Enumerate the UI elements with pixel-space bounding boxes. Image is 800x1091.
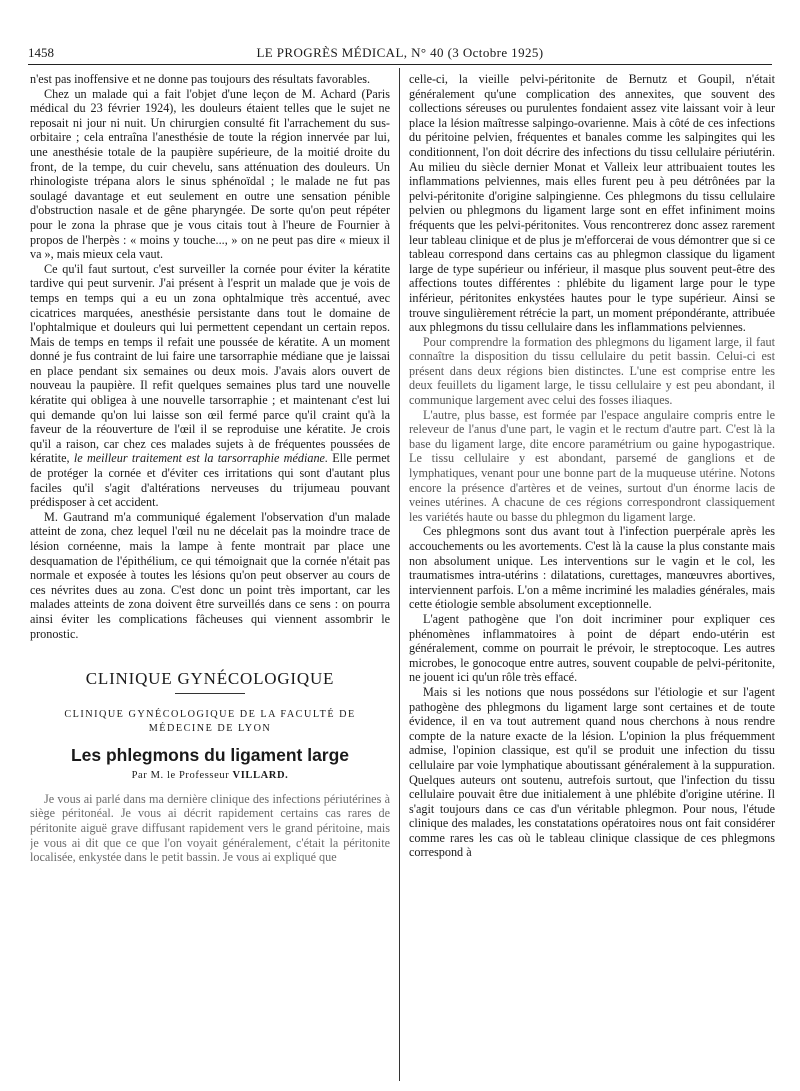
right-column (409, 72, 775, 1084)
paragraph: L'autre, plus basse, est formée par l'espace angulaire compris entre le releveur de l'anus d'une part, le vagin et le rectum d'autre part. C'est là la base du ligament large, dite encore paramétrium ou gaine hypogastrique. Le tissu cellulaire y est abondant, parsemé de ganglions et de lymphatiques, venant pour une bonne part de la muqueuse utérine. Notons encore la présence d'artères et de veines, surtout d'un énorme lacis de veines utérines. A chacune de ces régions correspondront classiquement les variétés haute ou basse du phlegmon du ligament large. (409, 407, 775, 524)
paragraph: Chez un malade qui a fait l'objet d'une leçon de M. Achard (Paris médical du 23 février 1924), les douleurs étaient telles que le sujet ne reposait ni jour ni nuit. Un chirurgien consulté fit l'arrachement du sus-orbitaire ; cela entraîna l'anesthésie de toute la région innervée par lui, une anesthésie totale de la paupière supérieure, de la moitié droite du front, de la tempe, du cuir chevelu, sans atténuation des douleurs. Un rhinologiste trépana alors le sinus sphénoïdal ; le malade ne fut pas soulagé davantage et eut seulement en outre une sensation pénible d'obstruction nasale et de gêne pharyngée. De sorte qu'on peut répéter pour le zona la phrase que je vous citais tout à l'heure de Fournier à propos de l'herpès : « moins y touche..., » on ne peut pas dire « mieux il va », mais mieux cela vaut. (30, 86, 390, 262)
paragraph: L'agent pathogène que l'on doit incriminer pour expliquer ces phénomènes inflammatoires à point de départ endo-utérin est généralement, comme on pourrait le prévoir, le streptocoque. Les autres microbes, le gonocoque entre autres, souvent coupable de pelvi-péritonite, ne jouent ici qu'un rôle très effacé. (409, 611, 775, 685)
column-divider (399, 68, 400, 1081)
byline (30, 769, 390, 784)
article-title: Les phlegmons du ligament large (70, 745, 350, 766)
paragraph-text: Ce qu'il faut surtout, c'est surveiller la cornée pour éviter la kératite tardive qui peut survenir. J'ai présent à l'esprit un malade que je vois de temps en temps qui a eu un zona ophtalmique très accentué, avec cicatrices marquées, anesthésie persistante dans tout le domaine de l'ophtalmique et douleurs qui lui permettent cependant un certain repos. Mais de temps en temps il refait une poussée de kératite. A un moment donné je fus contraint de lui faire une tarsorraphie médiane que je laissai en place pendant six semaines ou deux mois. J'avais alors ouvert de nouveau la paupière. Il refit quelques semaines plus tard une nouvelle kératite qui obligea à une nouvelle tarsorraphie ; et maintenant c'est lui qui demande qu'on lui laisse son œil fermé parce qu'il craint qu'à la faveur de la réouverture de l'œil il se reproduise une kératite. Je crois qu'il a raison, car chez ces malades sujets à de fréquentes poussées de kératite, (30, 261, 390, 466)
paragraph: Ces phlegmons sont dus avant tout à l'infection puerpérale après les accouchements ou les avortements. C'est là la cause la plus constante mais non absolument unique. Les interventions sur le vagin et le col, les traumatismes intra-utérins : dilatations, curettages, manœuvres abortives, interviennent parfois. L'on a même incriminé les maladies générales, mais cette étiologie semble absolument exceptionnelle. (409, 524, 775, 612)
left-column (30, 72, 390, 1084)
page-number: 1458 (28, 45, 54, 60)
journal-title: LE PROGRÈS MÉDICAL, N° 40 (3 Octobre 1925) (256, 45, 544, 60)
paragraph: n'est pas inoffensive et ne donne pas toujours des résultats favorables. (30, 72, 371, 86)
paragraph-text: Elle permet de protéger la cornée et d'éviter ces irritations qui sont d'autant plus faciles qu'il s'agit d'altérations nerveuses du trijumeau pouvant prédisposer à cet accident. (30, 451, 390, 510)
section-subtitle: CLINIQUE GYNÉCOLOGIQUE DE LA FACULTÉ DE MÉDECINE DE LYON (64, 709, 356, 735)
section-title: CLINIQUE GYNÉCOLOGIQUE (85, 669, 335, 689)
section-rule (175, 693, 245, 694)
paragraph (30, 262, 390, 510)
page-header (28, 44, 772, 62)
byline-author: VILLARD. (232, 770, 289, 782)
paragraph: celle-ci, la vieille pelvi-péritonite de Bernutz et Goupil, n'était généralement qu'une complication des annexites, que souvent des collections séreuses ou purulentes fondaient assez vite laissant voir à leur place la lésion maîtresse salpingo-ovarienne. Mais à côté de ces infections du péritoine pelvien, fréquentes et banales comme les salpingites qui les conditionnent, l'on doit décrire des infections du tissu cellulaire périutérin. Au milieu du siècle dernier Monat et Valleix leur attribuaient toutes les inflammations pelviennes, mais elles furent peu à peu détrônées par la pelvi-péritonite d'origine salpingienne. Ces phlegmons du tissu cellulaire pelvien ou phlegmons du ligament large sont en effet infiniment moins fréquents que les pelvi-péritonites. Vous rencontrerez donc assez rarement leur tableau clinique et de plus je m'efforcerai de vous démontrer que si ce tableau correspond dans certains cas au phlegmon classique du ligament large de type supérieur ou inférieur, il masque plus souvent peut-être des affections toutes différentes : phlébite du ligament large pour le type inférieur, péritonites enkystées hautes pour le type supérieur. Ainsi se trouve singulièrement rétrécie la part, un moment prépondérante, attribuée aux phlegmons du tissu cellulaire dans les inflammations pelviennes. (409, 72, 775, 335)
paragraph: M. Gautrand m'a communiqué également l'observation d'un malade atteint de zona, chez lequel l'œil nu ne décelait pas la moindre trace de lésion cornéenne, mais la lampe à fente montrait par place une desquamation de l'épithélium, ce qui témoignait que la cornée n'était pas normale et exposée à toutes les lésions qu'on peut observer au cours de ces névrites dues au zona. C'est donc un point très important, car les malades atteints de zona doivent être surveillés dans ce sens : on pourra ainsi éviter les complications fâcheuses qui viennent assombrir le pronostic. (30, 509, 390, 641)
byline-prefix: Par M. le Professeur (131, 770, 230, 782)
header-rule (28, 64, 772, 65)
paragraph: Je vous ai parlé dans ma dernière clinique des infections périutérines à siège péritonéal. Je vous ai décrit rapidement certains cas rares de péritonite aiguë grave diffusant rapidement vers le grand péritoine, mais je vous ai dit que ce que l'on voyait généralement, c'était la péritonite localisée, enkystée dans le petit bassin. Je vous ai expliqué que (30, 791, 390, 865)
paragraph: Mais si les notions que nous possédons sur l'étiologie et sur l'agent pathogène des phlegmons du ligament large sont certaines et de toute évidence, il en va tout autrement quand nous cherchons à nous rendre compte de la nature exacte de la lésion. L'opinion la plus fréquemment admise, l'opinion classique, est qu'il se produit une infection du tissu cellulaire par voie lymphatique aboutissant généralement à la suppuration. Quelques auteurs ont soutenu, autrefois surtout, que l'infection du tissu cellulaire pouvait être due initialement à une phlébite d'origine utérine. Il s'agit toujours dans ce cas d'un véritable phlegmon. Pour nous, l'étude clinique des malades, les constatations opératoires nous ont fait considérer comme rares les cas où le tableau clinique classique de ces phlegmons correspond à (409, 684, 775, 860)
italic-emphasis: le meilleur traitement est la tarsorraphie médiane. (73, 451, 328, 466)
paragraph: Pour comprendre la formation des phlegmons du ligament large, il faut connaître la disposition du tissu cellulaire du petit bassin. Celui-ci est présent dans deux régions bien distinctes. L'une est comprise entre les deux feuillets du ligament large, le tissu cellulaire y est peu abondant, il communique largement avec celui des fosses iliaques. (409, 334, 775, 408)
